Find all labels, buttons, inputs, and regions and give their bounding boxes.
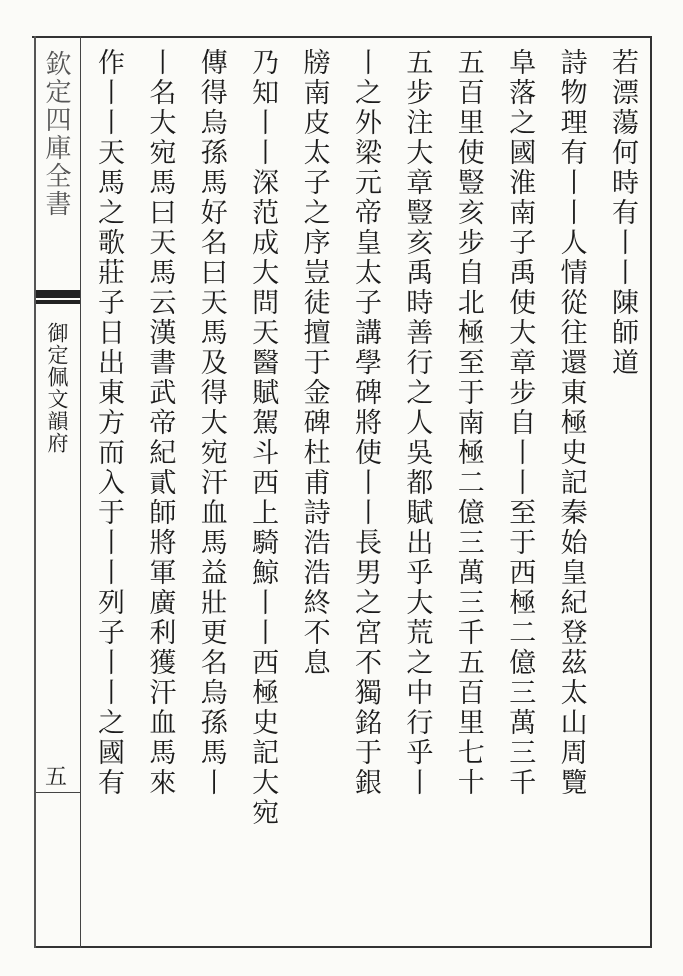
- text-column: 乃知丨丨深范成大問天醫賦駕斗西上騎鯨丨丨西極史記大宛: [247, 48, 279, 828]
- text-column: 牓南皮太子之序豈徒擅于金碑杜甫詩浩浩終不息: [298, 48, 330, 678]
- text-column: 作丨丨天馬之歌莊子日出東方而入于丨丨列子丨丨之國有: [92, 48, 124, 798]
- page-number-rule: [36, 792, 80, 793]
- text-column: 五步注大章豎亥禹時善行之人吳都賦出乎大荒之中行乎丨: [401, 48, 433, 798]
- frame-bottom-border: [34, 946, 652, 948]
- fishtail-mark: [36, 290, 80, 298]
- text-column: 詩物理有丨丨人情從往還東極史記秦始皇紀登茲太山周覽: [555, 48, 587, 798]
- text-column: 五百里使豎亥步自北極至于南極二億三萬三千五百里七十: [452, 48, 484, 798]
- text-column: 傳得烏孫馬好名曰天馬及得大宛汗血馬益壯更名烏孫馬丨: [195, 48, 227, 798]
- frame-top-border: [32, 36, 652, 38]
- gutter-book-subtitle: 御定佩文韻府: [45, 322, 69, 454]
- page-number: 五: [44, 765, 67, 790]
- text-column: 若漂蕩何時有丨丨陳師道: [607, 48, 638, 378]
- text-column: 阜落之國淮南子禹使大章步自丨丨至于西極二億三萬三千: [504, 48, 536, 798]
- frame-left-border: [34, 36, 36, 948]
- frame-right-border: [650, 36, 652, 948]
- gutter-divider: [80, 36, 81, 948]
- text-column: 丨之外梁元帝皇太子講學碑將使丨丨長男之宮不獨銘于銀: [349, 48, 381, 798]
- gutter-book-title: 欽定四庫全書: [41, 50, 71, 218]
- main-text-columns: [82, 48, 648, 940]
- text-column: 丨名大宛馬曰天馬云漢書武帝紀貳師將軍廣利獲汗血馬來: [144, 48, 176, 798]
- text-column: [82, 48, 83, 940]
- fishtail-mark-lower: [36, 300, 80, 304]
